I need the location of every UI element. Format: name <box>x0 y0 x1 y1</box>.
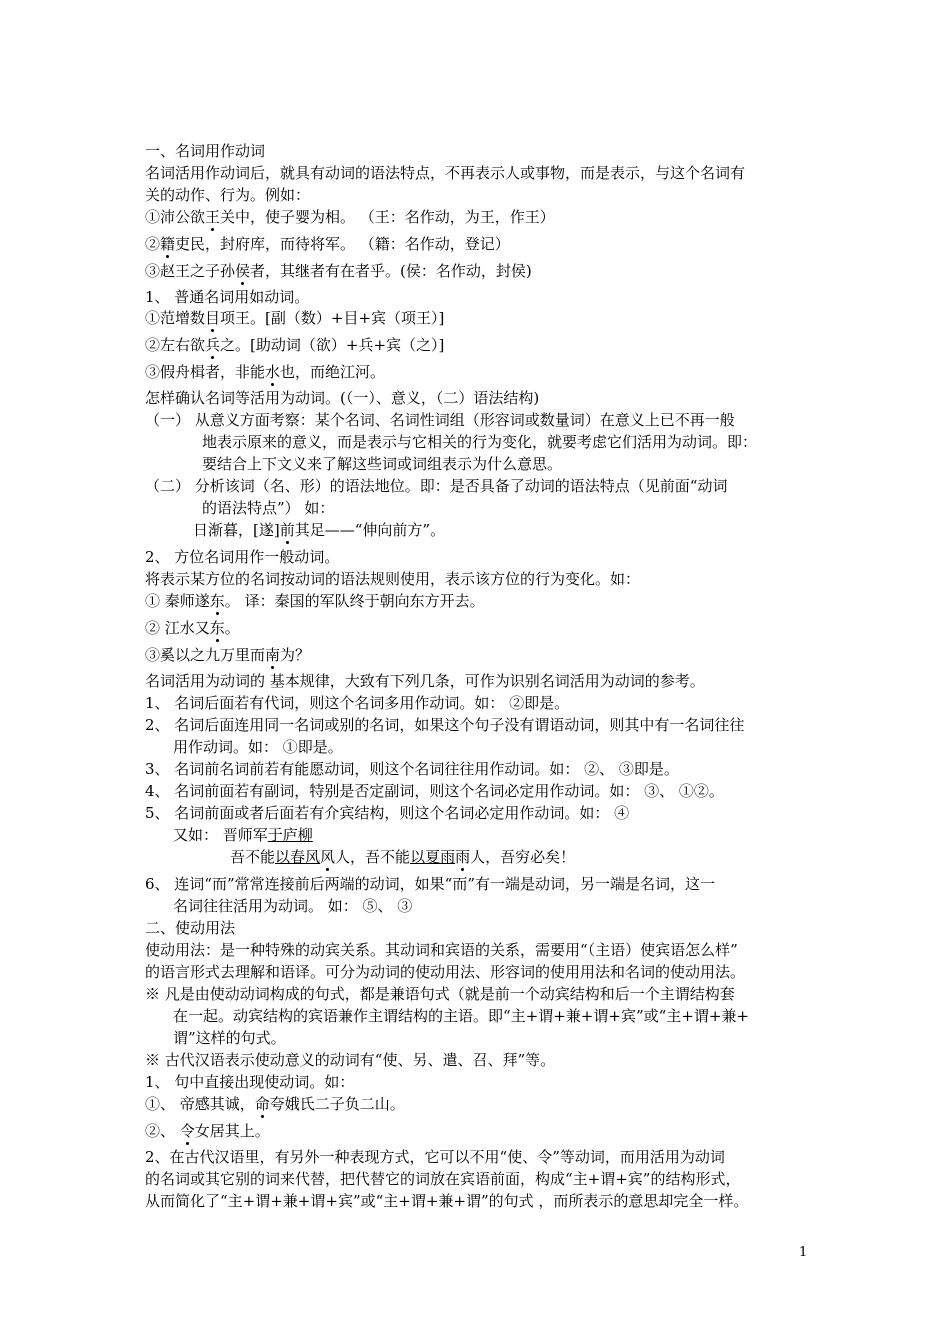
paragraph-line: 的语言形式去理解和语译。可分为动词的使动用法、形容词的使用用法和名词的使动用法。 <box>145 963 746 981</box>
note-continuation: 在一起。动宾结构的宾语兼作主谓结构的主语。即“主+谓+兼+谓+宾”或“主+谓+兼+ <box>173 1007 749 1025</box>
paragraph-line: 怎样确认名词等活用为动词。(（一）、意义，（二）语法结构) <box>145 389 540 407</box>
paragraph-line: 使动用法：是一种特殊的动宾关系。其动词和宾语的关系，需要用“（主语）使宾语怎么样” <box>145 941 738 959</box>
example-line: ① 秦师遂东。 译：秦国的军队终于朝向东方开去。 <box>145 592 485 610</box>
list-item-continuation: 地表示原来的意义，而是表示与它相关的行为变化，就要考虑它们活用为动词。即： <box>202 433 758 451</box>
example-line: ③奚以之九万里而南为？ <box>145 646 311 664</box>
list-item: 6、 连词“而”常常连接前后两端的动词，如果“而”有一端是动词，另一端是名词，这一 <box>145 875 715 893</box>
paragraph-line: 将表示某方位的名词按动词的语法规则使用，表示该方位的行为变化。如： <box>145 570 641 588</box>
example-line: ①、 帝感其诚，命夸娥氏二子负二山。 <box>145 1095 405 1113</box>
list-item-continuation: 要结合上下文义来了解这些词或词组表示为什么意思。 <box>202 455 563 473</box>
list-item: 1、 名词后面若有代词，则这个名词多用作动词。如： ②即是。 <box>145 694 570 712</box>
heading-causative: 二、使动用法 <box>145 919 236 937</box>
list-item: （二） 分析该词（名、形）的语法地位。即：是否具备了动词的语法特点（见前面“动词 <box>145 477 728 495</box>
page-number: 1 <box>799 1245 808 1260</box>
example-line: ② 江水又东。 <box>145 619 240 637</box>
list-item: 3、 名词前名词前若有能愿动词，则这个名词往往用作动词。如： ②、 ③即是。 <box>145 760 679 778</box>
example-line: ②左右欲兵之。[助动词（欲）+兵+宾（之）] <box>145 336 445 354</box>
example-line: 又如： 晋师军于庐柳 <box>173 826 313 844</box>
list-item-continuation: 名词往往活用为动词。 如： ⑤、 ③ <box>173 897 413 915</box>
example-line: 吾不能以春风风人，吾不能以夏雨雨人，吾穷必矣！ <box>230 848 576 866</box>
subheading-line: 1、 普通名词用如动词。 <box>145 288 310 306</box>
paragraph-line: 从而简化了“主+谓+兼+谓+宾”或“主+谓+兼+谓”的句式 ，而所表示的意思却完全一样。 <box>145 1192 749 1210</box>
paragraph-line: 关的动作、行为。例如： <box>145 186 311 204</box>
list-item: 4、 名词前面若有副词，特别是否定副词，则这个名词必定用作动词。如： ③、 ①②。 <box>145 782 724 800</box>
note-item: ※ 凡是由使动动词构成的句式，都是兼语句式（就是前一个动宾结构和后一个主谓结构套 <box>145 985 735 1003</box>
list-item: （一） 从意义方面考察：某个名词、名词性词组（形容词或数量词）在意义上已不再一般 <box>145 411 735 429</box>
example-line: ③假舟楫者，非能水也，而绝江河。 <box>145 363 386 381</box>
subheading-line: 2、 方位名词用作一般动词。 <box>145 548 340 566</box>
list-item-continuation: 的语法特点”） 如： <box>202 499 335 517</box>
example-line: ②籍吏民，封府库，而待将军。 （籍：名作动，登记） <box>145 235 510 253</box>
heading-noun-as-verb: 一、名词用作动词 <box>145 142 266 160</box>
example-line: ②、 令女居其上。 <box>145 1122 270 1140</box>
note-continuation: 谓”这样的句式。 <box>173 1029 286 1047</box>
list-item-continuation: 用作动词。如： ①即是。 <box>173 738 343 756</box>
subheading-line: 1、 句中直接出现使动词。如： <box>145 1073 355 1091</box>
paragraph-line: 的名词或其它别的词来代替，把代替它的词放在宾语前面，构成“主+谓+宾”的结构形式， <box>145 1170 741 1188</box>
list-item: 2、 名词后面连用同一名词或别的名词，如果这个句子没有谓语动词，则其中有一名词往往 <box>145 716 745 734</box>
paragraph-line: 名词活用为动词的 基本规律，大致有下列几条，可作为识别名词活用为动词的参考。 <box>145 672 705 690</box>
example-line: 日渐暮，[遂]前其足——“伸向前方”。 <box>193 521 446 539</box>
paragraph-line: 名词活用作动词后，就具有动词的语法特点，不再表示人或事物，而是表示，与这个名词有 <box>145 164 746 182</box>
example-line: ①范增数目项王。[副（数）+目+宾（项王）] <box>145 309 445 327</box>
example-line: ①沛公欲王关中，使子婴为相。 （王：名作动，为王，作王） <box>145 208 555 226</box>
list-item: 5、 名词前面或者后面若有介宾结构，则这个名词必定用作动词。如： ④ <box>145 804 630 822</box>
example-line: ③赵王之子孙侯者，其继者有在者乎。(侯：名作动，封侯) <box>145 262 532 280</box>
paragraph-line: 2、在古代汉语里，有另外一种表现方式，它可以不用“使、令”等动词，而用活用为动词 <box>145 1148 725 1166</box>
note-item: ※ 古代汉语表示使动意义的动词有“使、另、遣、召、拜”等。 <box>145 1051 556 1069</box>
